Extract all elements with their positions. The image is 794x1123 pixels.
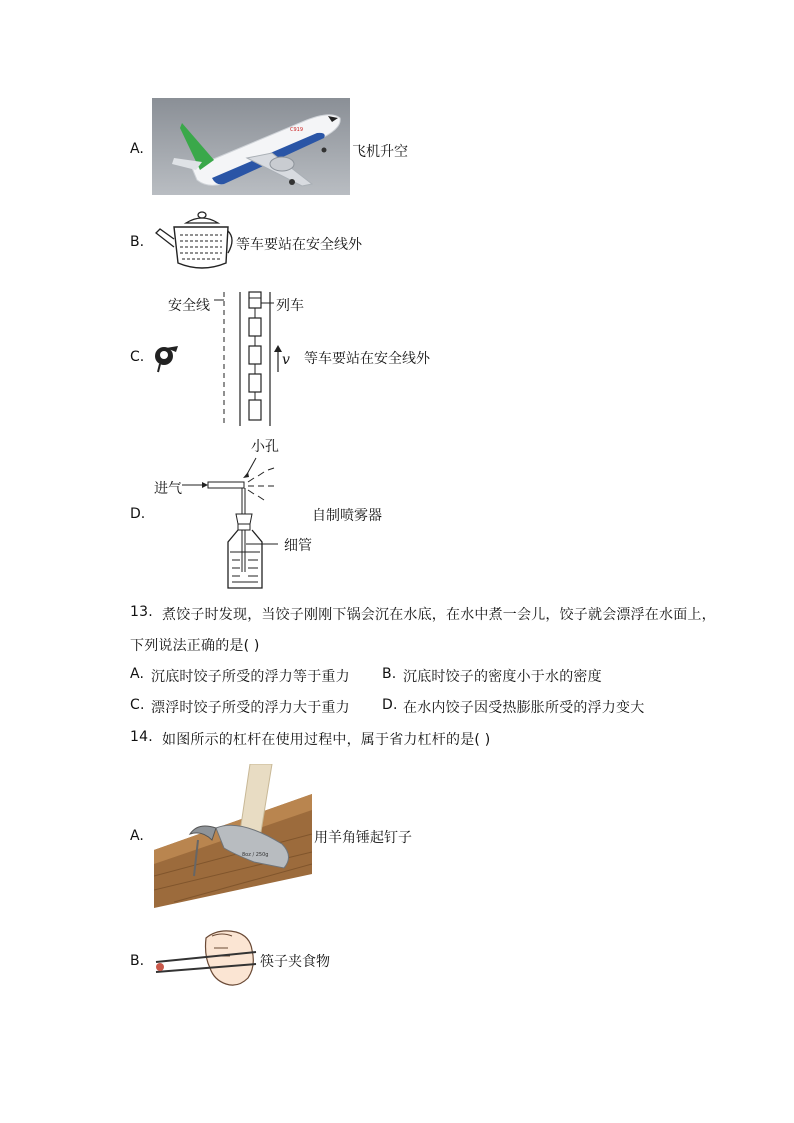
option-c-caption: 等车要站在安全线外 <box>304 351 430 367</box>
option-c-letter: C. <box>130 349 145 365</box>
q13-stem-line1: 煮饺子时发现，当饺子刚刚下锅会沉在水底，在水中煮一会儿，饺子就会漂浮在水面上， <box>162 607 716 623</box>
option-b-caption: 等车要站在安全线外 <box>236 237 362 253</box>
hole-label: 小孔 <box>251 439 279 455</box>
option-d-letter: D. <box>130 506 146 522</box>
q13-option-b-letter: B. <box>382 666 397 682</box>
q13-option-b-text: 沉底时饺子的密度小于水的密度 <box>403 669 602 685</box>
q13-number: 13. <box>130 604 153 620</box>
person-icon <box>152 340 182 374</box>
teapot-diagram <box>152 207 236 273</box>
option-a-letter: A. <box>130 141 144 157</box>
train-label: 列车 <box>276 298 304 314</box>
safety-line-label: 安全线 <box>168 298 210 314</box>
option-b-letter: B. <box>130 234 145 250</box>
q14-stem: 如图所示的杠杆在使用过程中，属于省力杠杆的是( ) <box>162 732 491 748</box>
train-diagram <box>210 290 280 428</box>
airplane-photo <box>152 98 350 195</box>
q13-option-d-text: 在水内饺子因受热膨胀所受的浮力变大 <box>403 700 645 716</box>
q13-option-c-text: 漂浮时饺子所受的浮力大于重力 <box>151 700 350 716</box>
q14-option-b-caption: 筷子夹食物 <box>260 954 330 970</box>
q14-number: 14. <box>130 729 153 745</box>
q14-option-b-letter: B. <box>130 953 145 969</box>
q14-option-a-letter: A. <box>130 828 144 844</box>
sprayer-diagram <box>180 452 280 590</box>
option-d-caption: 自制喷雾器 <box>312 508 382 524</box>
q13-stem-line2: 下列说法正确的是( ) <box>130 638 260 654</box>
svg-text:C919: C919 <box>290 127 304 133</box>
chopsticks-diagram <box>152 926 260 990</box>
q13-option-a-text: 沉底时饺子所受的浮力等于重力 <box>151 669 350 685</box>
velocity-symbol: v <box>282 352 290 368</box>
q13-option-d-letter: D. <box>382 697 398 713</box>
option-a-caption: 飞机升空 <box>352 144 408 160</box>
q13-option-c-letter: C. <box>130 697 145 713</box>
q13-option-a-letter: A. <box>130 666 145 682</box>
q14-option-a-caption: 用羊角锤起钉子 <box>314 830 412 846</box>
svg-text:8oz / 250g: 8oz / 250g <box>242 852 269 858</box>
claw-hammer-photo <box>154 764 312 908</box>
air-in-label: 进气 <box>154 481 182 497</box>
tube-label: 细管 <box>284 538 312 554</box>
